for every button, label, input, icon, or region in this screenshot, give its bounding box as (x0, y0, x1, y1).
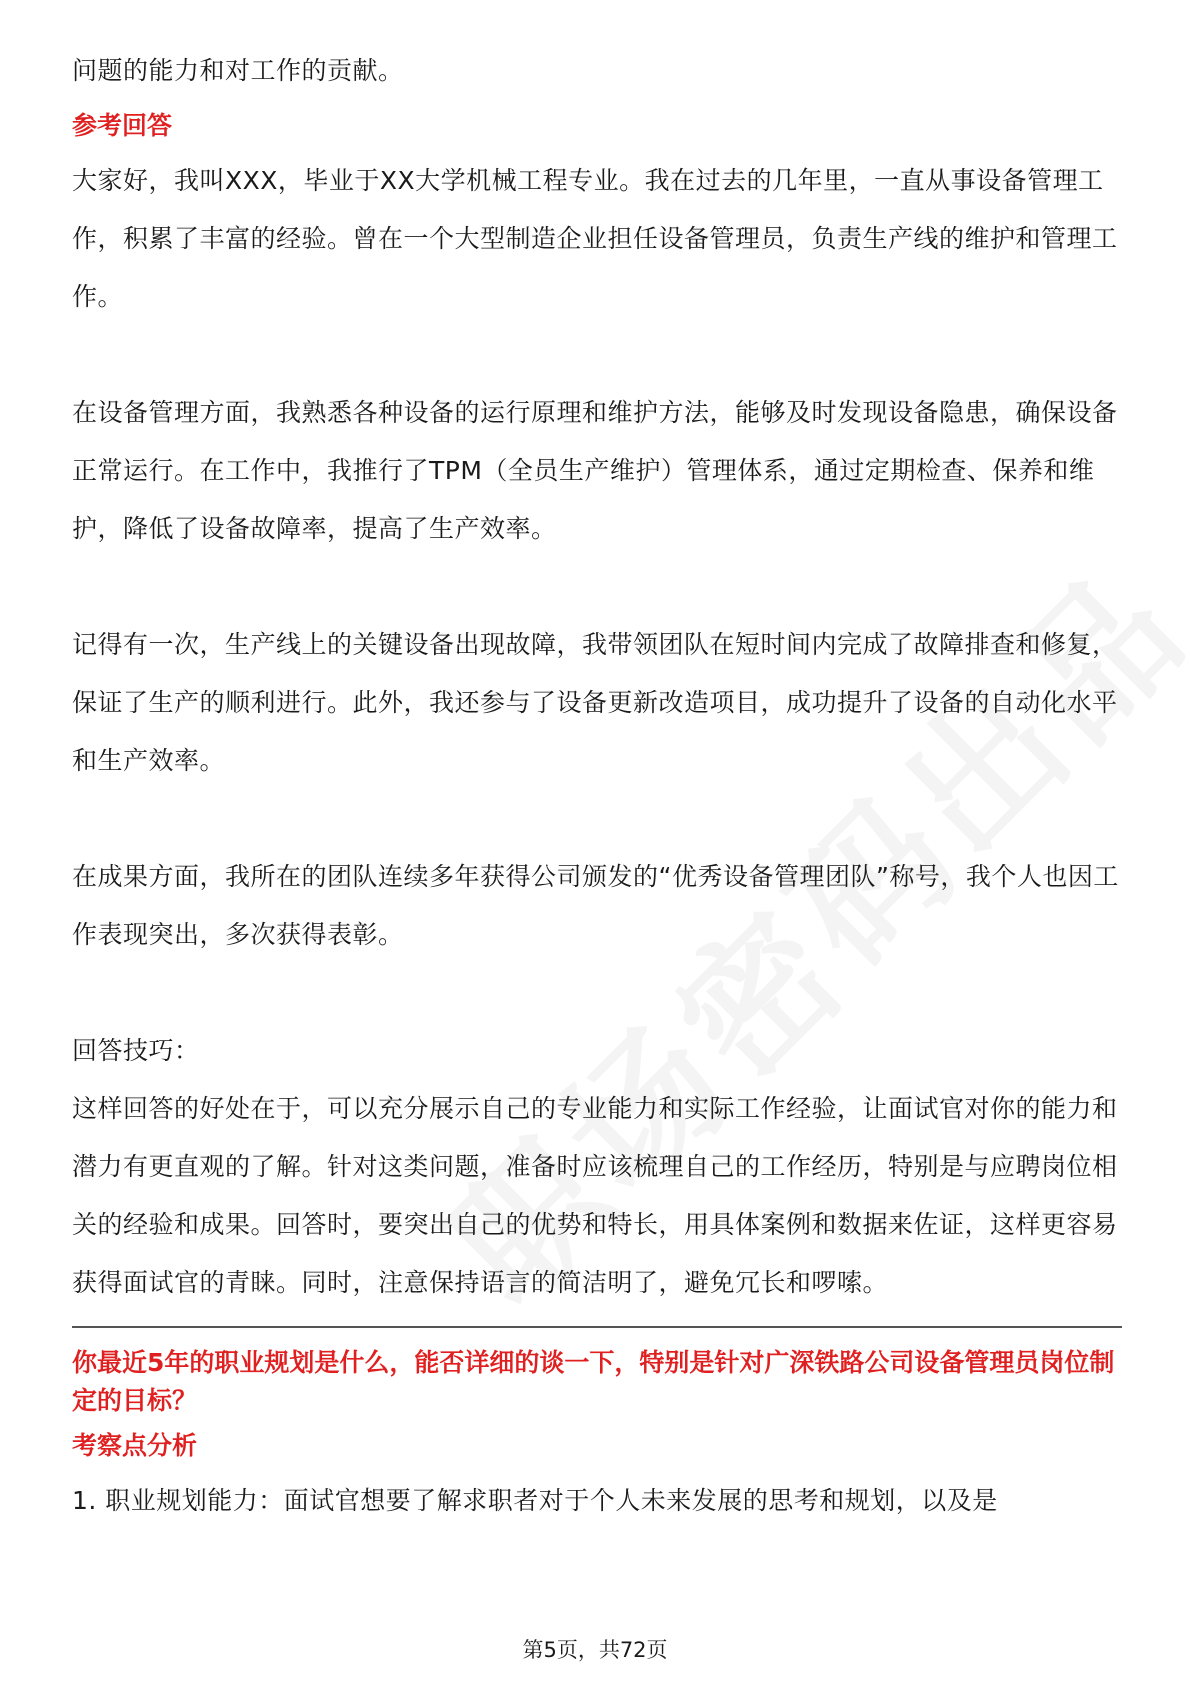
section-divider (72, 1326, 1122, 1328)
analysis-point-1: 1. 职业规划能力：面试官想要了解求职者对于个人未来发展的思考和规划，以及是 (72, 1486, 998, 1515)
spacer (72, 964, 1122, 1022)
answer-paragraph-1: 大家好，我叫XXX，毕业于XX大学机械工程专业。我在过去的几年里，一直从事设备管理工作，积累了丰富的经验。曾在一个大型制造企业担任设备管理员，负责生产线的维护和管理工作。 (72, 166, 1118, 311)
spacer (72, 558, 1122, 616)
tips-paragraph: 这样回答的好处在于，可以充分展示自己的专业能力和实际工作经验，让面试官对你的能力和潜力有更直观的了解。针对这类问题，准备时应该梳理自己的工作经历，特别是与应聘岗位相关的经验和成果。回答时，要突出自己的优势和特长，用具体案例和数据来佐证，这样更容易获得面试官的青睐。同时，注意保持语言的简洁明了，避免冗长和啰嗦。 (72, 1094, 1118, 1297)
answer-paragraph-4: 在成果方面，我所在的团队连续多年获得公司颁发的“优秀设备管理团队”称号，我个人也因工作表现突出，多次获得表彰。 (72, 862, 1119, 949)
page-content (72, 42, 1122, 1530)
page-number: 第5页，共72页 (522, 1638, 668, 1662)
analysis-heading: 考察点分析 (72, 1431, 198, 1460)
reference-answer-heading: 参考回答 (72, 111, 173, 140)
answer-paragraph-3: 记得有一次，生产线上的关键设备出现故障，我带领团队在短时间内完成了故障排查和修复，保证了生产的顺利进行。此外，我还参与了设备更新改造项目，成功提升了设备的自动化水平和生产效率。 (72, 630, 1118, 775)
answer-paragraph-2: 在设备管理方面，我熟悉各种设备的运行原理和维护方法，能够及时发现设备隐患，确保设备正常运行。在工作中，我推行了TPM（全员生产维护）管理体系，通过定期检查、保养和维护，降低了设备故障率，提高了生产效率。 (72, 398, 1118, 543)
paragraph-intro-tail: 问题的能力和对工作的贡献。 (72, 56, 404, 85)
question-heading: 你最近5年的职业规划是什么，能否详细的谈一下，特别是针对广深铁路公司设备管理员岗位制定的目标？ (72, 1348, 1115, 1415)
spacer (72, 326, 1122, 384)
tips-heading: 回答技巧： (72, 1036, 200, 1065)
spacer (72, 790, 1122, 848)
